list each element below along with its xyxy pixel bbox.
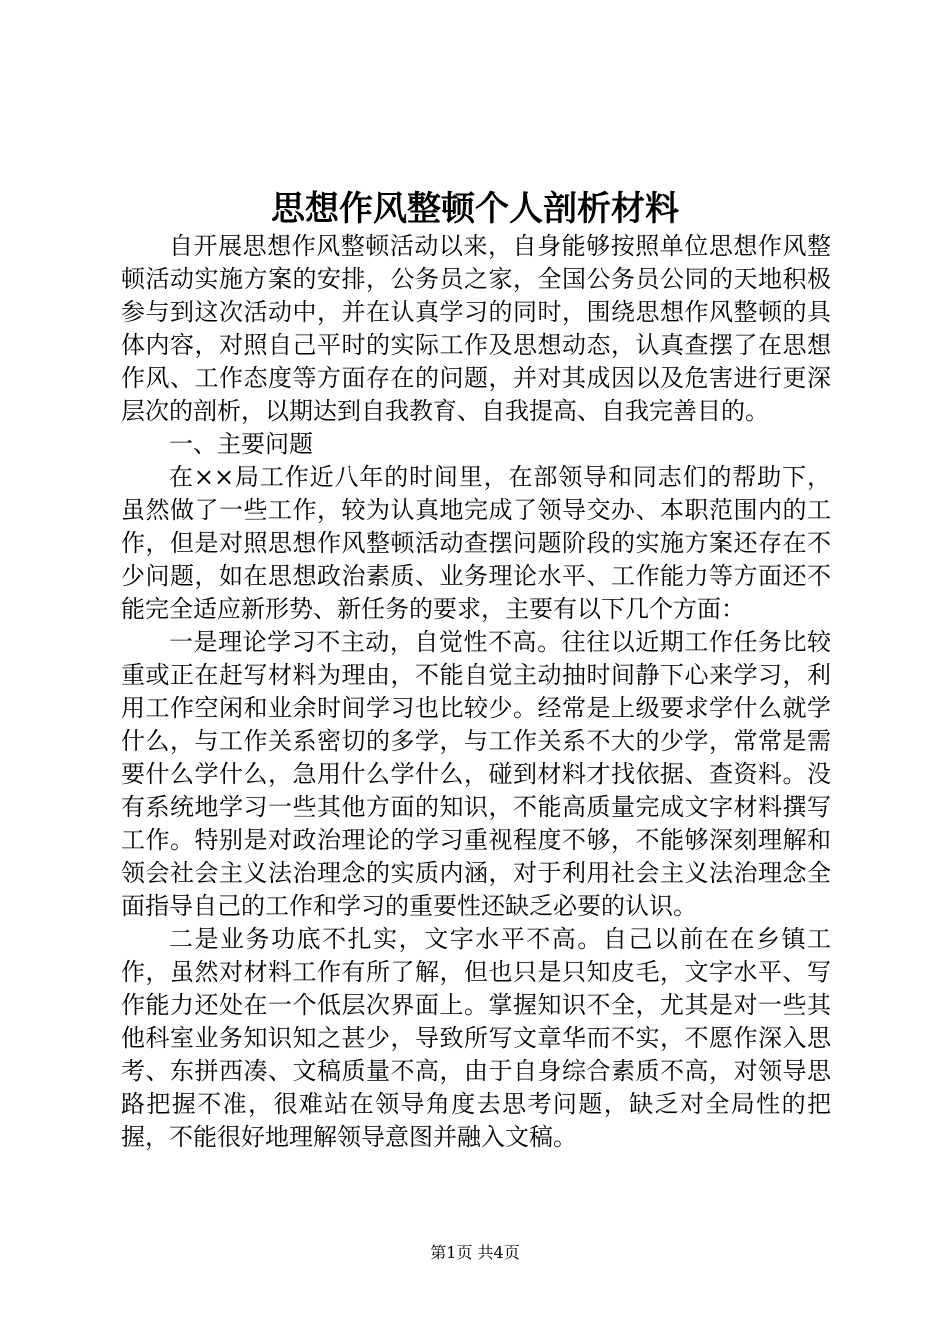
- paragraph-problems-overview: 在××局工作近八年的时间里，在部领导和同志们的帮助下，虽然做了一些工作，较为认真地完成了领导交办、本职范围内的工作，但是对照思想作风整顿活动查摆问题阶段的实施方案还存在不少问题，如在思想政治素质、业务理论水平、工作能力等方面还不能完全适应新形势、新任务的要求，主要有以下几个方面：: [121, 463, 831, 623]
- section-heading-main-problems: 一、主要问题: [169, 430, 313, 458]
- paragraph-problem-one: 一是理论学习不主动，自觉性不高。往往以近期工作任务比较重或正在赶写材料为理由，不能自觉主动抽时间静下心来学习，利用工作空闲和业余时间学习也比较少。经常是上级要求学什么就学什么，与工作关系密切的多学，与工作关系不大的少学，常常是需要什么学什么，急用什么学什么，碰到材料才找依据、查资料。没有系统地学习一些其他方面的知识，不能高质量完成文字材料撰写工作。特别是对政治理论的学习重视程度不够，不能够深刻理解和领会社会主义法治理念的实质内涵，对于利用社会主义法治理念全面指导自己的工作和学习的重要性还缺乏必要的认识。: [121, 628, 831, 920]
- paragraph-intro: 自开展思想作风整顿活动以来，自身能够按照单位思想作风整顿活动实施方案的安排，公务员之家，全国公务员公同的天地积极参与到这次活动中，并在认真学习的同时，围绕思想作风整顿的具体内容，对照自己平时的实际工作及思想动态，认真查摆了在思想作风、工作态度等方面存在的问题，并对其成因以及危害进行更深层次的剖析，以期达到自我教育、自我提高、自我完善目的。: [121, 232, 831, 425]
- document-body: [121, 230, 831, 1154]
- page-footer: 第1页 共4页: [430, 1243, 520, 1262]
- document-title: 思想作风整顿个人剖析材料: [271, 189, 679, 229]
- paragraph-problem-two: 二是业务功底不扎实，文字水平不高。自己以前在在乡镇工作，虽然对材料工作有所了解，但也只是只知皮毛，文字水平、写作能力还处在一个低层次界面上。掌握知识不全，尤其是对一些其他科室业务知识知之甚少，导致所写文章华而不实，不愿作深入思考、东拼西凑、文稿质量不高，由于自身综合素质不高，对领导思路把握不准，很难站在领导角度去思考问题，缺乏对全局性的把握，不能很好地理解领导意图并融入文稿。: [121, 925, 831, 1151]
